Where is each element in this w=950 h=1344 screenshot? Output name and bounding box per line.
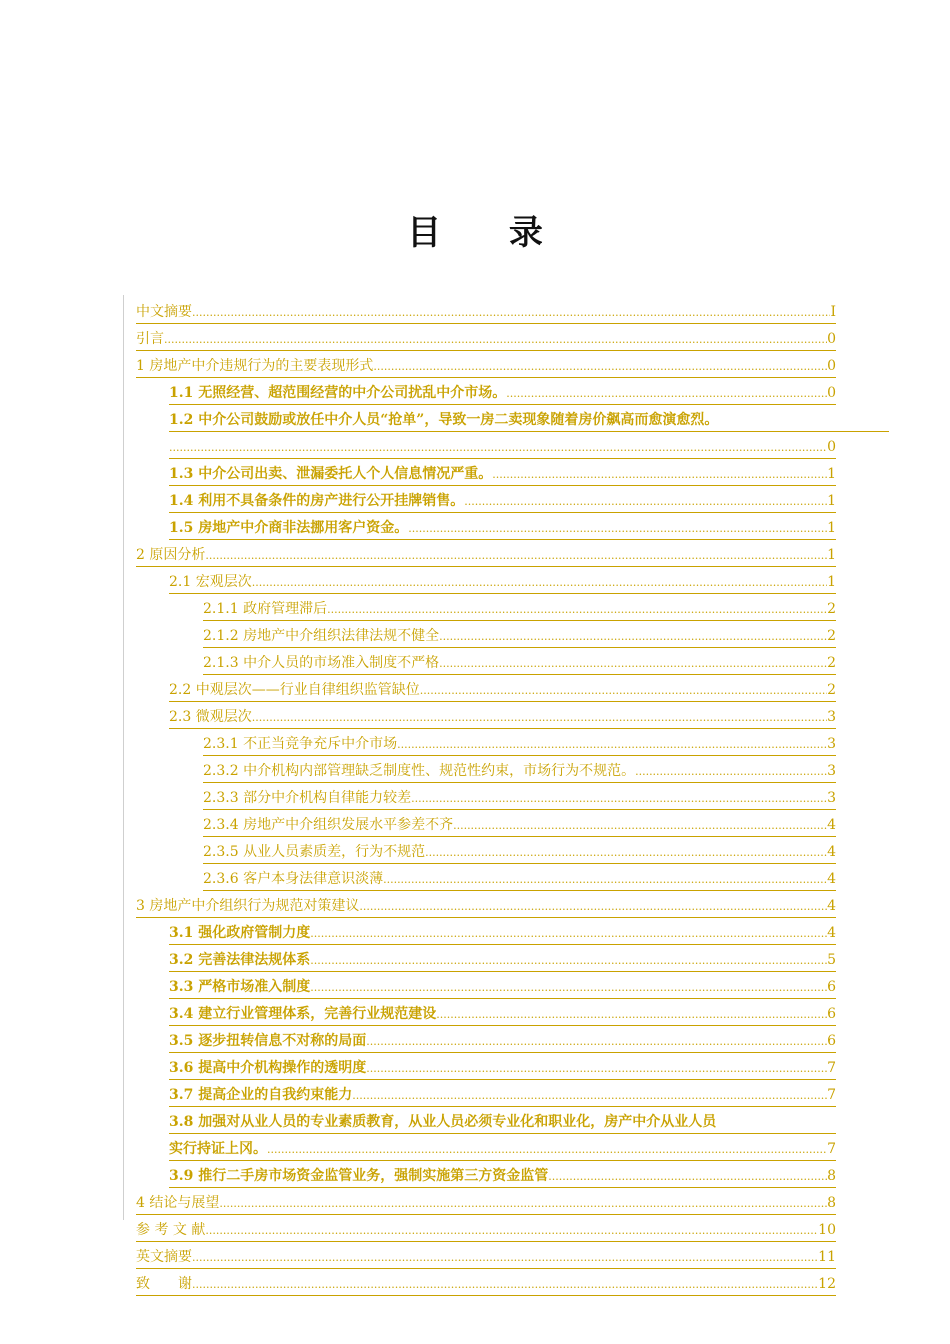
toc-entry-title: 3.2 完善法律法规体系: [169, 952, 311, 968]
toc-entry-title: 3.6 提高中介机构操作的透明度: [169, 1060, 367, 1076]
toc-dot-leader: [310, 977, 827, 998]
toc-page-number: 3: [827, 709, 836, 725]
toc-entry-title: 2.1 宏观层次: [169, 574, 252, 590]
toc-page-number: 4: [827, 844, 836, 860]
toc-entry-link[interactable]: [136, 896, 836, 918]
toc-entry-link[interactable]: [203, 626, 836, 648]
toc-entry-link[interactable]: [169, 1166, 836, 1188]
toc-dot-leader: [548, 1166, 827, 1187]
toc-dot-leader: [205, 1220, 818, 1241]
toc-entry-title: 英文摘要: [136, 1249, 192, 1265]
toc-entry[interactable]: [136, 1220, 836, 1245]
toc-entry-link[interactable]: [169, 437, 836, 459]
toc-entry-link[interactable]: [169, 491, 836, 513]
toc-entry-link[interactable]: [169, 383, 836, 405]
toc-dot-leader: [366, 1058, 827, 1079]
toc-dot-leader: [373, 356, 827, 377]
toc-entry-title: 2.1.2 房地产中介组织法律法规不健全: [203, 628, 440, 644]
toc-entry[interactable]: [203, 842, 836, 867]
toc-page-number: 7: [827, 1141, 836, 1157]
toc-entry-title: 参 考 文 献: [136, 1222, 206, 1238]
toc-dot-leader: [464, 491, 827, 512]
toc-entry-title: 3.5 逐步扭转信息不对称的局面: [169, 1033, 367, 1049]
toc-entry-link[interactable]: [136, 1274, 836, 1296]
toc-entry-link[interactable]: [136, 1193, 836, 1215]
toc-entry-title: 2.3.4 房地产中介组织发展水平参差不齐: [203, 817, 454, 833]
toc-page-number: 4: [827, 925, 836, 941]
toc-entry[interactable]: [203, 788, 836, 813]
toc-page-number: 4: [827, 898, 836, 914]
toc-entry-title: 2.2 中观层次——行业自律组织监管缺位: [169, 682, 420, 698]
toc-entry-link[interactable]: [203, 788, 836, 810]
toc-page-number: 0: [827, 358, 836, 374]
page-title: 目 录: [407, 213, 571, 253]
toc-entry-title: 致 谢: [136, 1276, 192, 1292]
toc-left-rule: [123, 295, 124, 1220]
toc-page-number: 1: [827, 466, 836, 482]
toc-entry[interactable]: [169, 437, 836, 462]
toc-entry-link[interactable]: [169, 1112, 836, 1134]
toc-entry-title: 实行持证上冈。: [169, 1141, 267, 1157]
toc-page-number: 6: [827, 1033, 836, 1049]
toc-entry-title: 3 房地产中介组织行为规范对策建议: [136, 898, 360, 914]
toc-entry-title: 2.3.3 部分中介机构自律能力较差: [203, 790, 412, 806]
toc-entry-title: 3.7 提高企业的自我约束能力: [169, 1087, 353, 1103]
toc-page-number: 3: [827, 763, 836, 779]
toc-dot-leader: [205, 545, 827, 566]
toc-dot-leader: [192, 1247, 818, 1268]
toc-entry-title: 1.3 中介公司出卖、泄漏委托人个人信息情况严重。: [169, 466, 493, 482]
toc-entry-title: 2.3.1 不正当竞争充斥中介市场: [203, 736, 398, 752]
toc-entry[interactable]: [169, 707, 836, 732]
toc-entry-title: 2.3.5 从业人员素质差，行为不规范: [203, 844, 426, 860]
toc-entry-title: 3.9 推行二手房市场资金监管业务，强制实施第三方资金监管: [169, 1168, 549, 1184]
toc-entry-title: 中文摘要: [136, 304, 192, 320]
toc-dot-leader: [192, 1274, 818, 1295]
toc-page-number: 1: [827, 493, 836, 509]
toc-entry-title: 2.3 微观层次: [169, 709, 252, 725]
toc-entry[interactable]: [136, 545, 836, 570]
toc-entry-link[interactable]: [136, 302, 836, 324]
toc-entry-link[interactable]: [169, 680, 836, 702]
toc-entry-link[interactable]: [169, 1004, 836, 1026]
toc-entry-title: 2.3.2 中介机构内部管理缺乏制度性、规范性约束，市场行为不规范。: [203, 763, 636, 779]
toc-entry[interactable]: [169, 923, 836, 948]
toc-entry-link[interactable]: [203, 734, 836, 756]
toc-dot-leader: [219, 1193, 827, 1214]
toc-entry-title: 2.1.1 政府管理滞后: [203, 601, 328, 617]
toc-page-number: 5: [827, 952, 836, 968]
toc-entry[interactable]: [169, 950, 836, 975]
toc-page-number: 6: [827, 1006, 836, 1022]
toc-dot-leader: [352, 1085, 827, 1106]
toc-entry[interactable]: [136, 302, 836, 327]
toc-dot-leader: [635, 761, 827, 782]
toc-page-number: 2: [827, 628, 836, 644]
toc-entry-title: 1 房地产中介违规行为的主要表现形式: [136, 358, 374, 374]
toc-dot-leader: [506, 383, 827, 404]
toc-page-number: 0: [827, 439, 836, 455]
toc-entry[interactable]: [169, 680, 836, 705]
toc-page-number: 4: [827, 871, 836, 887]
toc-entry-link[interactable]: [203, 653, 836, 675]
toc-entry[interactable]: [203, 653, 836, 678]
toc-page-number: 3: [827, 790, 836, 806]
toc-entry[interactable]: [136, 1247, 836, 1272]
toc-entry[interactable]: [203, 599, 836, 624]
toc-entry-link[interactable]: [169, 950, 836, 972]
toc-entry-link[interactable]: [203, 869, 836, 891]
toc-entry-link[interactable]: [169, 1031, 836, 1053]
toc-entry[interactable]: [203, 626, 836, 651]
toc-entry-link[interactable]: [169, 518, 836, 540]
toc-entry[interactable]: [169, 464, 836, 489]
toc-dot-leader: [408, 518, 827, 539]
toc-entry-link[interactable]: [203, 599, 836, 621]
toc-entry[interactable]: [169, 1166, 836, 1191]
toc-entry-title: 2 原因分析: [136, 547, 206, 563]
toc-dot-leader: [192, 302, 830, 323]
toc-page-number: 2: [827, 655, 836, 671]
toc-entry[interactable]: [169, 1139, 836, 1164]
toc-entry-link[interactable]: [203, 815, 836, 837]
toc-entry[interactable]: [169, 383, 836, 408]
toc-dot-leader: [397, 734, 827, 755]
toc-entry-link[interactable]: [169, 923, 836, 945]
toc-page-number: 8: [827, 1195, 836, 1211]
toc-entry[interactable]: [169, 1031, 836, 1056]
toc-entry[interactable]: [136, 1274, 836, 1299]
toc-page-number: 4: [827, 817, 836, 833]
toc-page-number: 8: [827, 1168, 836, 1184]
toc-entry[interactable]: [169, 491, 836, 516]
toc-page-number: 6: [827, 979, 836, 995]
toc-entry-link[interactable]: [169, 1085, 836, 1107]
toc-page-number: 3: [827, 736, 836, 752]
toc-entry-link[interactable]: [136, 545, 836, 567]
toc-page-number: 10: [818, 1222, 836, 1238]
toc-dot-leader: [252, 707, 827, 728]
toc-dot-leader: [383, 869, 827, 890]
toc-entry-link[interactable]: [169, 707, 836, 729]
toc-entry[interactable]: [169, 1085, 836, 1110]
toc-dot-leader: [252, 572, 827, 593]
toc-page-number: 7: [827, 1087, 836, 1103]
toc-page-number: 1: [827, 547, 836, 563]
toc-page-number: I: [830, 304, 836, 320]
toc-entry-link[interactable]: [136, 1247, 836, 1269]
toc-entry-title: 1.5 房地产中介商非法挪用客户资金。: [169, 520, 409, 536]
toc-entry[interactable]: [169, 518, 836, 543]
toc-dot-leader: [492, 464, 827, 485]
toc-page-number: 2: [827, 601, 836, 617]
toc-entry-link[interactable]: [136, 329, 836, 351]
toc-entry-title: 4 结论与展望: [136, 1195, 220, 1211]
toc-entry[interactable]: [169, 1058, 836, 1083]
toc-dot-leader: [164, 329, 827, 350]
toc-dot-leader: [169, 437, 827, 458]
toc-dot-leader: [439, 626, 827, 647]
toc-entry-title: 3.3 严格市场准入制度: [169, 979, 311, 995]
toc-page-number: 11: [818, 1249, 836, 1265]
toc-entry-title: 3.8 加强对从业人员的专业素质教育，从业人员必须专业化和职业化，房产中介从业人员: [169, 1114, 717, 1130]
toc-entry[interactable]: [203, 815, 836, 840]
toc-entry[interactable]: [169, 977, 836, 1002]
toc-dot-leader: [420, 680, 827, 701]
toc-dot-leader: [366, 1031, 827, 1052]
toc-entry-title: 1.2 中介公司鼓励或放任中介人员“抢单”，导致一房二卖现象随着房价飙高而愈演愈烈。: [169, 412, 719, 428]
toc-entry-title: 2.1.3 中介人员的市场准入制度不严格: [203, 655, 440, 671]
toc-entry-link[interactable]: [136, 1220, 836, 1242]
toc-entry[interactable]: [169, 410, 836, 435]
toc-entry[interactable]: [136, 356, 836, 381]
toc-entry[interactable]: [169, 1004, 836, 1029]
toc-entry[interactable]: [136, 1193, 836, 1218]
toc-entry-link[interactable]: [136, 356, 836, 378]
toc-entry-link[interactable]: [169, 410, 889, 432]
toc-entry-link[interactable]: [169, 977, 836, 999]
toc-entry-title: 2.3.6 客户本身法律意识淡薄: [203, 871, 384, 887]
toc-entry[interactable]: [136, 329, 836, 354]
toc-entry-title: 1.4 利用不具备条件的房产进行公开挂牌销售。: [169, 493, 465, 509]
toc-dot-leader: [327, 599, 827, 620]
toc-dot-leader: [310, 950, 827, 971]
toc-entry[interactable]: [203, 869, 836, 894]
toc-page-number: 1: [827, 520, 836, 536]
toc-entry[interactable]: [169, 1112, 836, 1137]
toc-entry-link[interactable]: [203, 761, 836, 783]
toc-entry-title: 3.4 建立行业管理体系，完善行业规范建设: [169, 1006, 437, 1022]
toc-page-number: 1: [827, 574, 836, 590]
toc-dot-leader: [310, 923, 827, 944]
toc-entry-link[interactable]: [203, 842, 836, 864]
toc-page-number: 0: [827, 385, 836, 401]
toc-entry-link[interactable]: [169, 1058, 836, 1080]
toc-entry[interactable]: [136, 896, 836, 921]
toc-entry-title: 1.1 无照经营、超范围经营的中介公司扰乱中介市场。: [169, 385, 507, 401]
toc-entry[interactable]: [169, 572, 836, 597]
toc-entry[interactable]: [203, 734, 836, 759]
toc-entry-link[interactable]: [169, 1139, 836, 1161]
toc-dot-leader: [359, 896, 827, 917]
toc-entry-link[interactable]: [169, 464, 836, 486]
toc-entry-title: 引言: [136, 331, 164, 347]
toc-dot-leader: [453, 815, 827, 836]
toc-page-number: 7: [827, 1060, 836, 1076]
toc-dot-leader: [439, 653, 827, 674]
toc-entry[interactable]: [203, 761, 836, 786]
toc-dot-leader: [436, 1004, 827, 1025]
toc-dot-leader: [411, 788, 827, 809]
toc-page-number: 0: [827, 331, 836, 347]
toc-dot-leader: [267, 1139, 827, 1160]
toc-dot-leader: [425, 842, 827, 863]
toc-entry-title: 3.1 强化政府管制力度: [169, 925, 311, 941]
toc-page-number: 12: [818, 1276, 836, 1292]
toc-page-number: 2: [827, 682, 836, 698]
toc-entry-link[interactable]: [169, 572, 836, 594]
table-of-contents: [136, 300, 836, 1299]
